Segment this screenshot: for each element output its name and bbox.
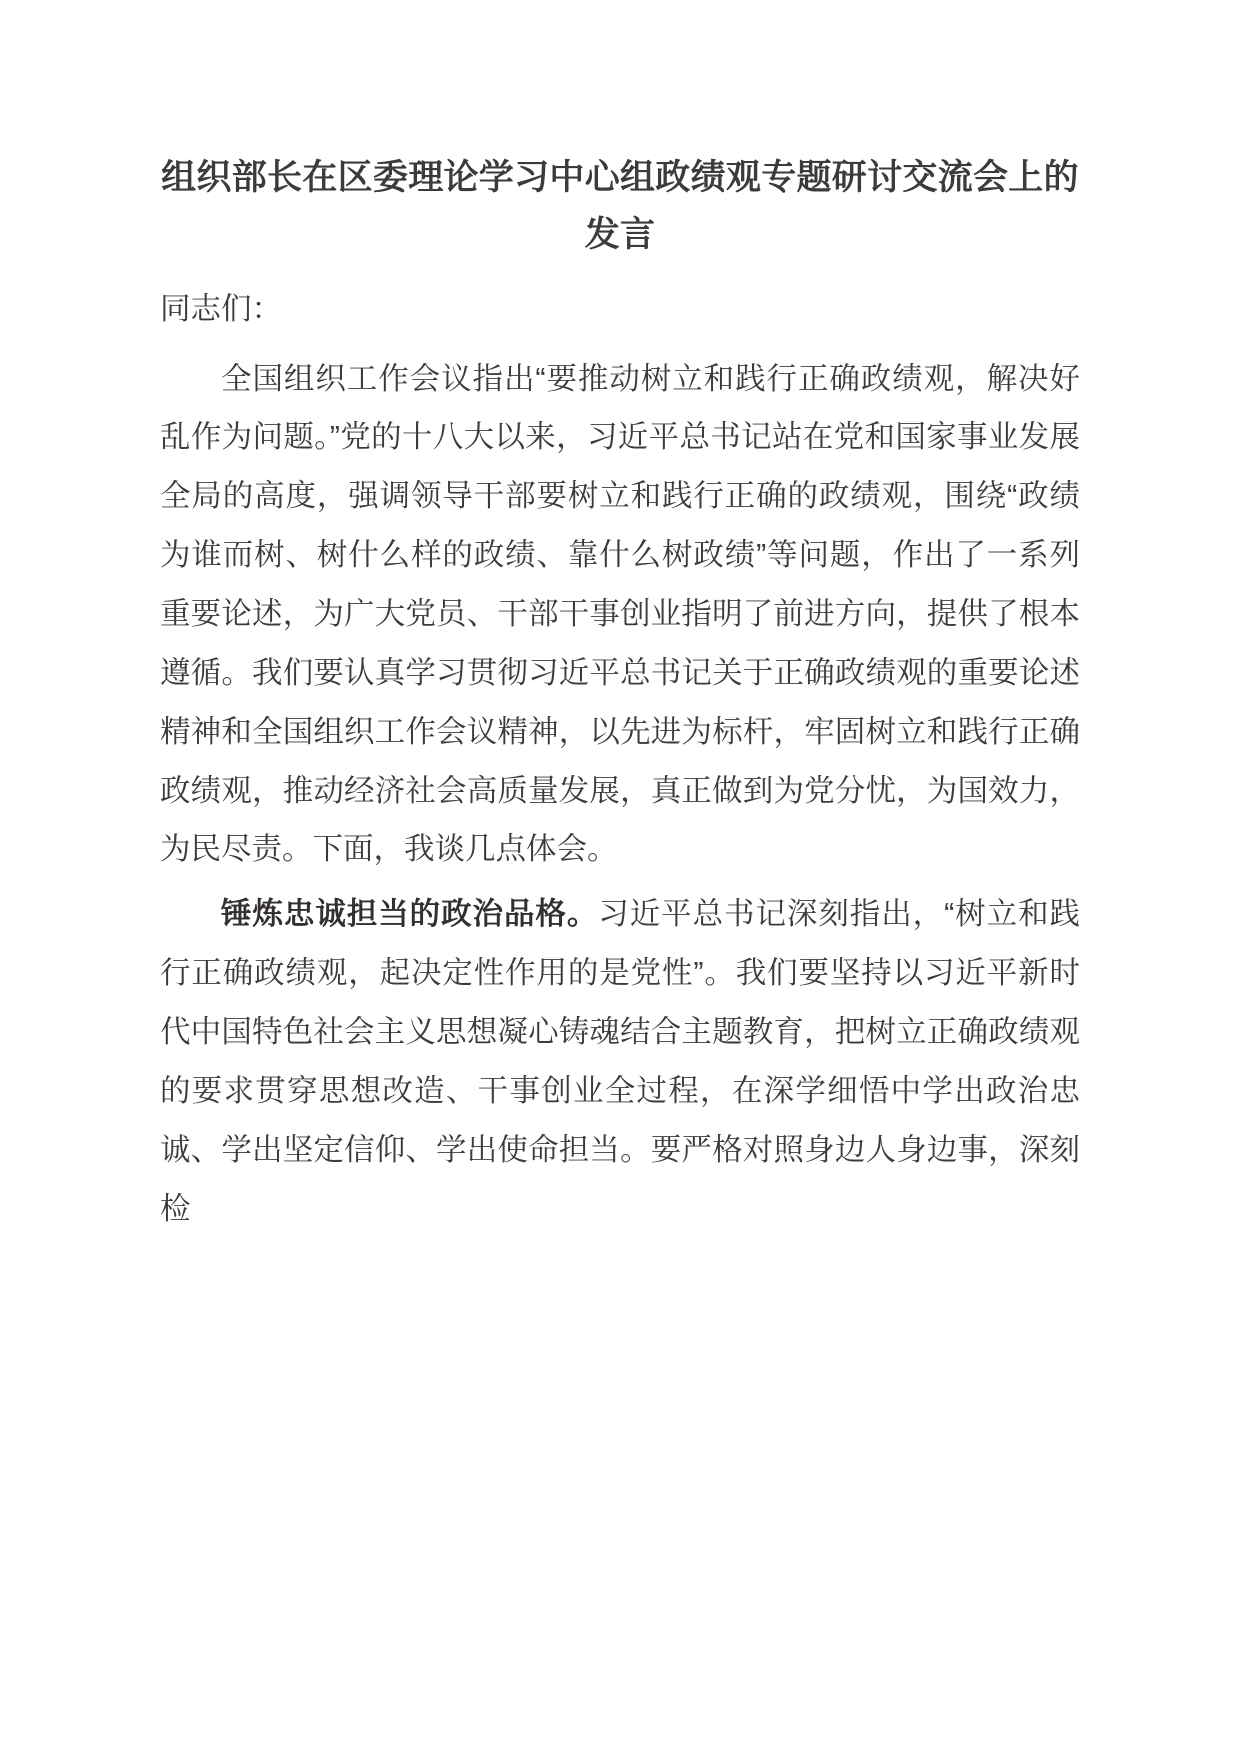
salutation: 同志们： [160,292,282,327]
paragraph-intro-text: 全国组织工作会议指出“要推动树立和践行正确政绩观，解决好乱作为问题。”党的十八大以来，习近平总书记站在党和国家事业发展全局的高度，强调领导干部要树立和践行正确的政绩观，围绕“政绩为谁而树、树什么样的政绩、靠什么树政绩”等问题，作出了一系列重要论述，为广大党员、干部干事创业指明了前进方向，提供了根本遵循。我们要认真学习贯彻习近平总书记关于正确政绩观的重要论述精神和全国组织工作会议精神，以先进为标杆，牢固树立和践行正确政绩观，推动经济社会高质量发展，真正做到为党分忧，为国效力，为民尽责。下面，我谈几点体会。 [160,361,1080,867]
paragraph-point-one-lead: 锤炼忠诚担当的政治品格。 [221,897,599,932]
paragraph-point-one [160,885,1080,1238]
page-title: 组织部长在区委理论学习中心组政绩观专题研讨交流会上的发言 [161,158,1079,254]
paragraph-intro [160,350,1080,880]
paragraph-point-one-text: 习近平总书记深刻指出，“树立和践行正确政绩观，起决定性作用的是党性”。我们要坚持以习近平新时代中国特色社会主义思想凝心铸魂结合主题教育，把树立正确政绩观的要求贯穿思想改造、干事创业全过程，在深学细悟中学出政治忠诚、学出坚定信仰、学出使命担当。要严格对照身边人身边事，深刻检 [160,897,1081,1226]
